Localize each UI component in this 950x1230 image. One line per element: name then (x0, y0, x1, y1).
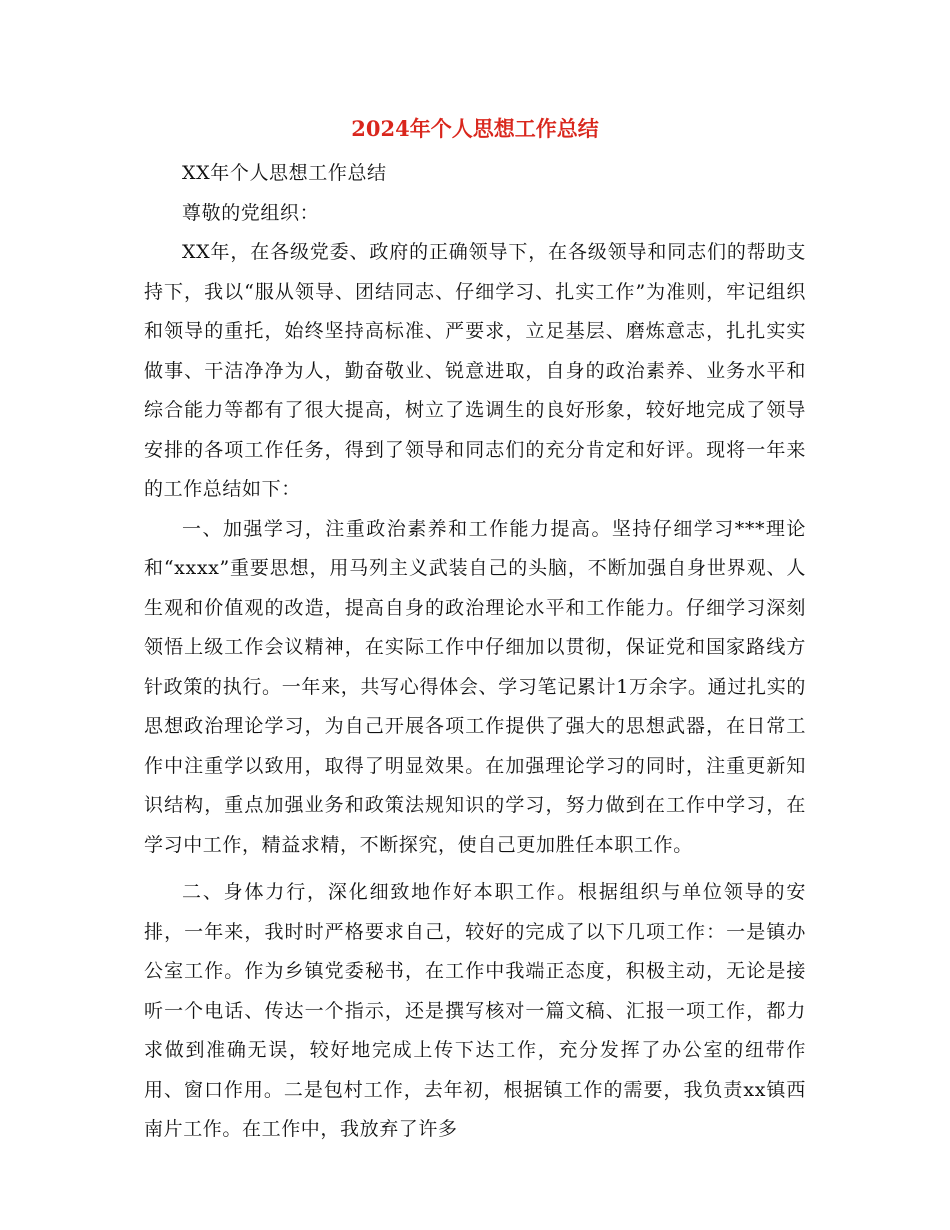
document-body (144, 154, 806, 1150)
paragraph-section-2: 二、身体力行，深化细致地作好本职工作。根据组织与单位领导的安排，一年来，我时时严格要求自己，较好的完成了以下几项工作：一是镇办公室工作。作为乡镇党委秘书，在工作中我端正态度，积极主动，无论是接听一个电话、传达一个指示，还是撰写核对一篇文稿、汇报一项工作，都力求做到准确无误，较好地完成上传下达工作，充分发挥了办公室的纽带作用、窗口作用。二是包村工作，去年初，根据镇工作的需要，我负责xx镇西南片工作。在工作中，我放弃了许多 (144, 881, 806, 1140)
subtitle-line: XX年个人思想工作总结 (182, 162, 387, 184)
salutation: 尊敬的党组织： (182, 201, 320, 224)
document-title: 2024年个人思想工作总结 (351, 116, 599, 141)
paragraph-intro: XX年，在各级党委、政府的正确领导下，在各级领导和同志们的帮助支持下，我以“服从领导、团结同志、仔细学习、扎实工作”为准则，牢记组织和领导的重托，始终坚持高标准、严要求，立足基层、磨炼意志，扎扎实实做事、干洁净净为人，勤奋敬业、锐意进取，自身的政治素养、业务水平和综合能力等都有了很大提高，树立了选调生的良好形象，较好地完成了领导安排的各项工作任务，得到了领导和同志们的充分肯定和好评。现将一年来的工作总结如下： (144, 241, 806, 500)
paragraph-section-1: 一、加强学习，注重政治素养和工作能力提高。坚持仔细学习***理论和“xxxx”重要思想，用马列主义武装自己的头脑，不断加强自身世界观、人生观和价值观的改造，提高自身的政治理论水平和工作能力。仔细学习深刻领悟上级工作会议精神，在实际工作中仔细加以贯彻，保证党和国家路线方针政策的执行。一年来，共写心得体会、学习笔记累计1万余字。通过扎实的思想政治理论学习，为自己开展各项工作提供了强大的思想武器，在日常工作中注重学以致用，取得了明显效果。在加强理论学习的同时，注重更新知识结构，重点加强业务和政策法规知识的学习，努力做到在工作中学习，在学习中工作，精益求精，不断探究，使自己更加胜任本职工作。 (144, 517, 806, 856)
